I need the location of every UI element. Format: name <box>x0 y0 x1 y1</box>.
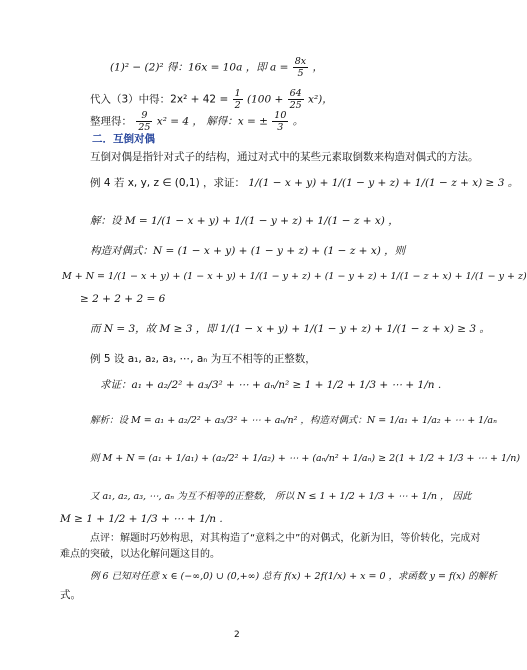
fraction-denominator: 25 <box>289 100 302 111</box>
comment-line-2: 难点的突破，以达化解问题这目的。 <box>60 549 220 560</box>
example-4 <box>90 176 518 190</box>
fraction-denominator: 5 <box>297 68 304 79</box>
fraction-denominator: 2 <box>234 100 241 111</box>
equation-text: 代入（3）中得：2x² + 42 = <box>90 93 232 106</box>
example-label: 例 4 若 x, y, z ∈ (0,1) ，求证： <box>90 177 246 189</box>
example-5-prove: 求证：a₁ + a₂/2² + a₃/3² + ⋯ + aₙ/n² ≥ 1 + 1/2 + 1/3 + ⋯ + 1/n . <box>100 379 442 391</box>
solution-M: 解：设 M = 1/(1 − x + y) + 1/(1 − y + z) + 1/(1 − z + x) ， <box>90 215 399 227</box>
inequality: 1/(1 − x + y) + 1/(1 − y + z) + 1/(1 − z + x) ≥ 3 。 <box>248 177 519 189</box>
equation-text: x²)， <box>308 93 333 106</box>
example-6: 例 6 已知对任意 x ∈ (−∞,0) ∪ (0,+∞) 总有 f(x) + 2f(1/x) + x = 0 ，求函数 y = f(x) 的解析 <box>90 571 497 582</box>
equation-text: x² = 4 ， 解得：x = ± <box>156 115 268 128</box>
comment-line-1: 点评：解题时巧妙构思，对其构造了“意料之中”的对偶式，化新为旧，等价转化，完成对 <box>90 533 481 544</box>
M-plus-N-line-2: ≥ 2 + 2 + 2 = 6 <box>80 293 166 305</box>
fraction <box>293 56 308 79</box>
example-6-cont: 式。 <box>60 589 81 601</box>
equation-text: 整理得： <box>90 115 132 128</box>
fraction-denominator: 25 <box>138 122 151 133</box>
page-number: 2 <box>234 630 240 640</box>
example-5-also: 又 a₁, a₂, a₃, ⋯, aₙ 为互不相等的正整数， 所以 N ≤ 1 + 1/2 + 1/3 + ⋯ + 1/n ， 因此 <box>90 491 472 502</box>
fraction-numerator: 10 <box>274 110 287 121</box>
intro-paragraph: 互倒对偶是指针对式子的结构，通过对式中的某些元素取倒数来构造对偶式的方法。 <box>90 151 479 163</box>
equation-line-2 <box>90 88 333 111</box>
fraction-numerator: 64 <box>289 88 302 99</box>
fraction-numerator: 9 <box>136 110 152 122</box>
equation-text: (100 + <box>246 93 287 106</box>
equation-text: (1)² − (2)² 得：16x = 10a ，即 a = <box>110 61 292 74</box>
construct-N: 构造对偶式：N = (1 − x + y) + (1 − y + z) + (1 − z + x) ，则 <box>90 245 406 257</box>
N-equals-3: 而 N = 3，故 M ≥ 3 ，即 1/(1 − x + y) + 1/(1 − y + z) + 1/(1 − z + x) ≥ 3 。 <box>90 323 490 335</box>
example-5-M-plus-N: 则 M + N = (a₁ + 1/a₁) + (a₂/2² + 1/a₂) + ⋯ + (aₙ/n² + 1/aₙ) ≥ 2(1 + 1/2 + 1/3 + ⋯ + 1/n) <box>90 453 521 464</box>
fraction <box>233 88 243 111</box>
equation-text: ， <box>312 61 324 74</box>
fraction <box>288 88 304 111</box>
equation-line-1 <box>110 56 323 79</box>
M-plus-N-line-1: M + N = 1/(1 − x + y) + (1 − x + y) + 1/(1 − y + z) + (1 − y + z) + 1/(1 − z + x) + 1/(1 − y + z) <box>62 271 527 282</box>
example-5: 例 5 设 a₁, a₂, a₃, ⋯, aₙ 为互不相等的正整数， <box>90 353 316 365</box>
section-heading: 二．互倒对偶 <box>92 133 155 145</box>
fraction-numerator: 1 <box>234 88 241 99</box>
fraction <box>272 110 288 133</box>
fraction <box>136 110 152 133</box>
fraction-numerator: 8x <box>294 56 307 67</box>
example-5-solution: 解析：设 M = a₁ + a₂/2² + a₃/3² + ⋯ + aₙ/n² ，构造对偶式：N = 1/a₁ + 1/a₂ + ⋯ + 1/aₙ <box>90 415 497 426</box>
equation-line-3 <box>90 110 303 133</box>
example-5-conclusion: M ≥ 1 + 1/2 + 1/3 + ⋯ + 1/n . <box>60 513 223 525</box>
fraction-denominator: 3 <box>277 122 284 133</box>
equation-text: 。 <box>292 115 304 128</box>
